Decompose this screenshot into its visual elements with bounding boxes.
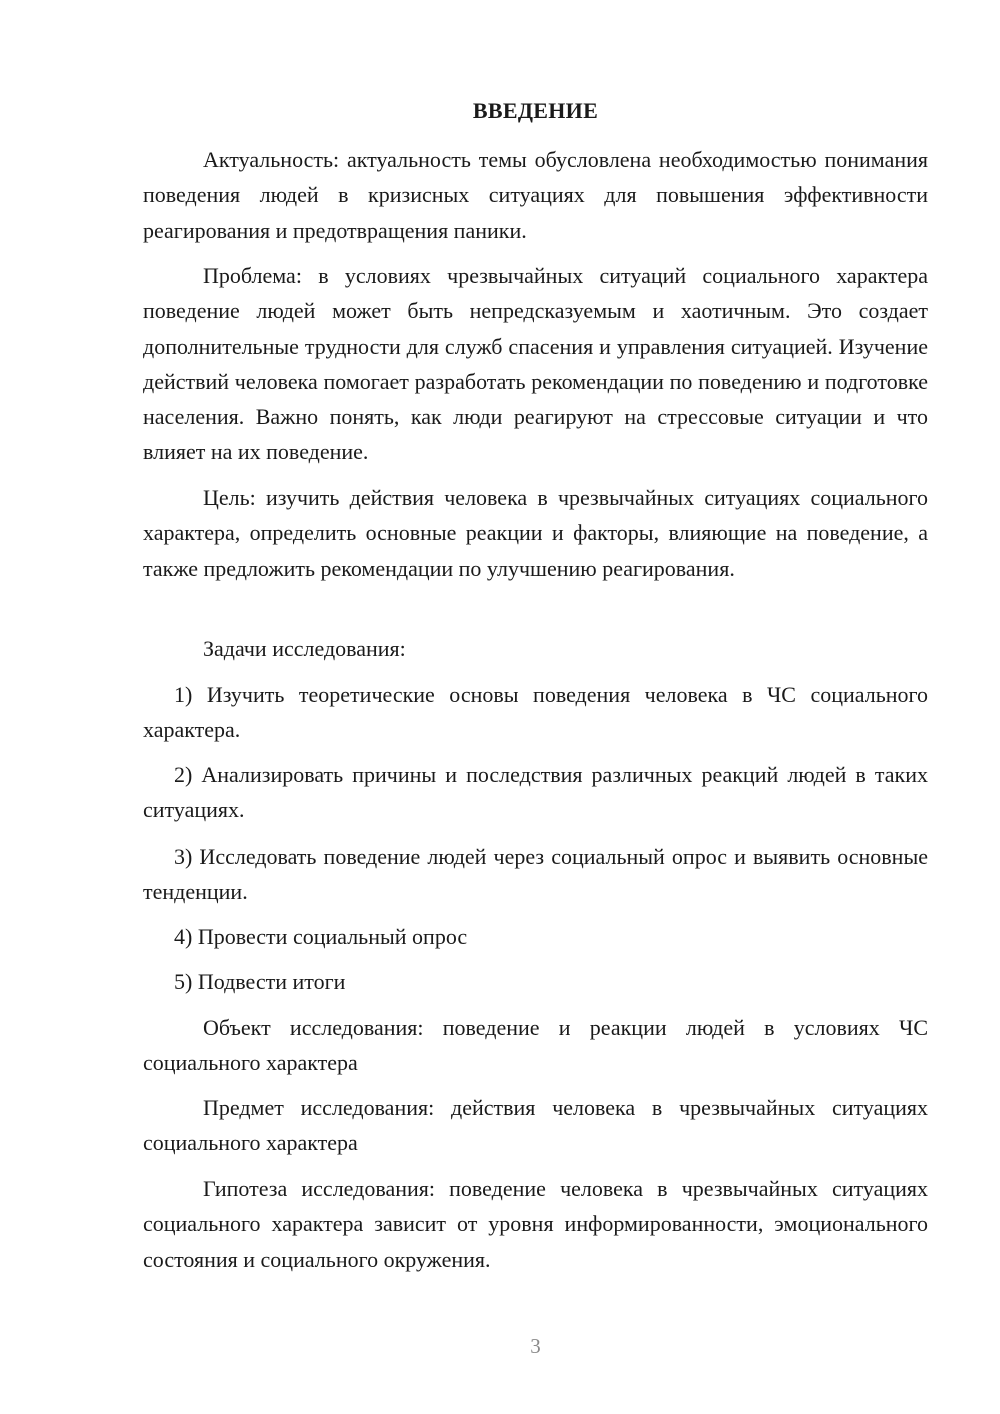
page-number: 3: [530, 1334, 541, 1358]
subject-paragraph: Предмет исследования: действия человека в чрезвычайных ситуациях социального характера: [143, 1095, 928, 1156]
task-item-2: 2) Анализировать причины и последствия различных реакций людей в таких ситуациях.: [143, 762, 928, 823]
tasks-label: Задачи исследования:: [203, 636, 406, 661]
task-item-4: 4) Провести социальный опрос: [174, 924, 468, 949]
hypothesis-paragraph: Гипотеза исследования: поведение человека в чрезвычайных ситуациях социального характера зависит от уровня информированности, эмоционального состояния и социального окружения.: [143, 1176, 928, 1272]
object-paragraph: Объект исследования: поведение и реакции людей в условиях ЧС социального характера: [143, 1015, 928, 1076]
relevance-paragraph: Актуальность: актуальность темы обусловлена необходимостью понимания поведения людей в кризисных ситуациях для повышения эффективности реагирования и предотвращения паники.: [143, 147, 928, 243]
task-item-1: 1) Изучить теоретические основы поведения человека в ЧС социального характера.: [143, 682, 928, 743]
task-item-3: 3) Исследовать поведение людей через социальный опрос и выявить основные тенденции.: [143, 844, 928, 905]
goal-paragraph: Цель: изучить действия человека в чрезвычайных ситуациях социального характера, определить основные реакции и факторы, влияющие на поведение, а также предложить рекомендации по улучшению реагирования.: [143, 485, 928, 581]
problem-paragraph: Проблема: в условиях чрезвычайных ситуаций социального характера поведение людей может быть непредсказуемым и хаотичным. Это создает дополнительные трудности для служб спасения и управления ситуацией. Изучение действий человека помогает разработать рекомендации по поведению и подготовке населения. Важно понять, как люди реагируют на стрессовые ситуации и что влияет на их поведение.: [143, 263, 928, 465]
section-heading: ВВЕДЕНИЕ: [472, 98, 599, 123]
task-item-5: 5) Подвести итоги: [174, 969, 346, 994]
